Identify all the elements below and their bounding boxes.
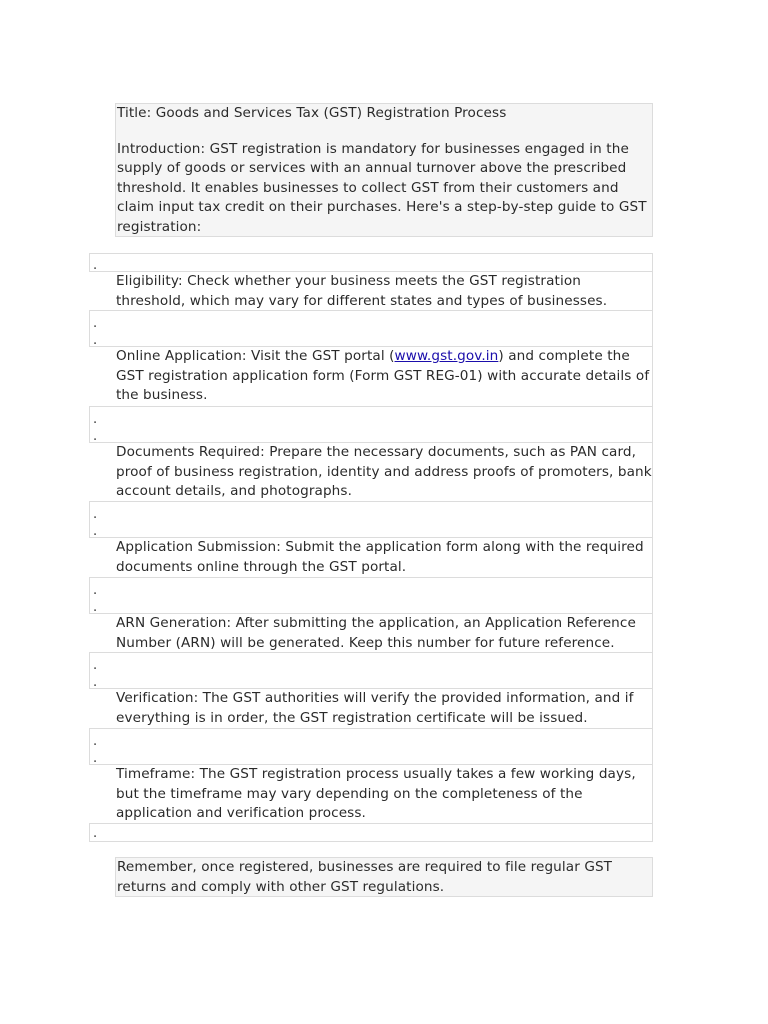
step-online-application [115,346,653,407]
step-submission [115,537,653,578]
step-submission-text: Application Submission: Submit the application form along with the required documents online through the GST portal. [116,539,644,575]
step-eligibility [115,271,653,311]
bullet-marker: . [93,258,98,273]
bullet-marker: . [93,524,98,539]
bullet-marker: . [93,600,98,615]
step-documents-text: Documents Required: Prepare the necessary documents, such as PAN card, proof of business registration, identity and address proofs of promoters, bank account details, and photographs. [116,444,652,500]
bullet-marker: . [93,734,98,749]
bullet-row [89,310,653,347]
bullet-marker: . [93,333,98,348]
bullet-marker: . [93,583,98,598]
gst-portal-link[interactable]: www.gst.gov.in [394,348,499,364]
document-title: Title: Goods and Services Tax (GST) Registration Process [117,105,507,121]
step-online-application-text [116,347,652,406]
bullet-row [89,728,653,765]
bullet-row [89,823,653,842]
step-timeframe [115,764,653,824]
bullet-row [89,253,653,272]
step-arn [115,613,653,653]
online-application-text-end: ) and complete the GST registration application form (Form GST REG-01) with accurate details of the business. [116,348,650,404]
online-application-text-start: Online Application: Visit the GST portal ( [116,348,395,364]
bullet-row [89,577,653,614]
step-verification [115,688,653,729]
bullet-marker: . [93,507,98,522]
bullet-marker: . [93,675,98,690]
bullet-marker: . [93,658,98,673]
bullet-marker: . [93,429,98,444]
step-documents [115,442,653,502]
step-eligibility-text: Eligibility: Check whether your business meets the GST registration threshold, which may vary for different states and types of businesses. [116,273,608,309]
bullet-row [89,652,653,689]
bullet-marker: . [93,751,98,766]
bullet-row [89,406,653,443]
intro-block [115,103,653,237]
closing-block [115,857,653,897]
bullet-marker: . [93,826,98,841]
closing-paragraph: Remember, once registered, businesses are required to file regular GST returns and comply with other GST regulations. [117,859,613,895]
step-verification-text: Verification: The GST authorities will verify the provided information, and if everything is in order, the GST registration certificate will be issued. [116,690,634,726]
step-timeframe-text: Timeframe: The GST registration process usually takes a few working days, but the timeframe may vary depending on the completeness of the application and verification process. [116,766,636,822]
bullet-marker: . [93,316,98,331]
step-arn-text: ARN Generation: After submitting the application, an Application Reference Number (ARN) will be generated. Keep this number for future reference. [116,615,636,651]
introduction-paragraph: Introduction: GST registration is mandatory for businesses engaged in the supply of goods or services with an annual turnover above the prescribed threshold. It enables businesses to collect GST from their customers and claim input tax credit on their purchases. Here's a step-by-step guide to GST registration: [117,140,647,235]
bullet-row [89,501,653,538]
bullet-marker: . [93,412,98,427]
